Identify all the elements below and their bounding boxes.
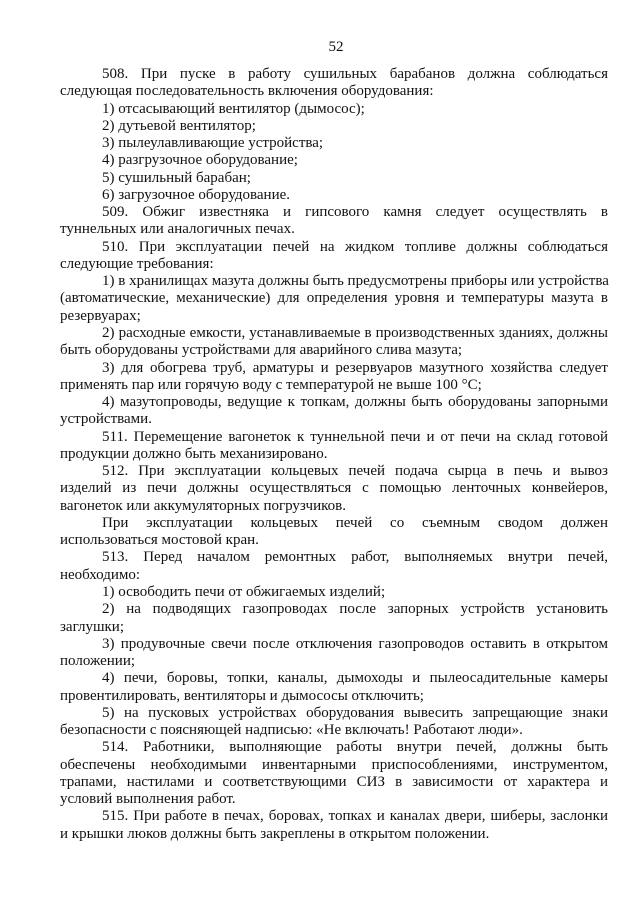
text-line: 3) для обогрева труб, арматуры и резервуаров мазутного хозяйства следует — [102, 359, 608, 376]
text-line: использоваться мостовой кран. — [60, 532, 259, 549]
text-line: вагонеток или аккумуляторных погрузчиков. — [60, 497, 346, 514]
text-line: 1) в хранилищах мазута должны быть предусмотрены приборы или устройства — [102, 273, 609, 290]
text-line: обеспечены необходимыми инвентарными приспособлениями, инструментом, — [60, 756, 608, 773]
text-line: туннельных или аналогичных печах. — [60, 221, 295, 238]
text-line: 6) загрузочное оборудование. — [102, 186, 291, 203]
text-line: 1) отсасывающий вентилятор (дымосос); — [102, 100, 365, 117]
page-number: 52 — [328, 39, 344, 55]
text-line: (автоматические, механические) для определения уровня и температуры мазута в — [60, 290, 608, 307]
text-line: 509. Обжиг известняка и гипсового камня следует осуществлять в — [102, 204, 608, 221]
text-line: 511. Перемещение вагонеток к туннельной печи и от печи на склад готовой — [102, 428, 608, 445]
text-line: 2) дутьевой вентилятор; — [102, 117, 256, 134]
text-line: следующая последовательность включения оборудования: — [60, 83, 434, 100]
text-line: 2) расходные емкости, устанавливаемые в производственных зданиях, должны — [102, 324, 608, 341]
text-line: 5) на пусковых устройствах оборудования вывесить запрещающие знаки — [102, 704, 608, 721]
text-line: устройствами. — [60, 411, 152, 428]
text-line: 515. При работе в печах, боровах, топках и каналах двери, шиберы, заслонки — [102, 808, 608, 825]
text-line: необходимо: — [60, 566, 141, 583]
text-line: условий выполнения работ. — [60, 791, 236, 808]
text-line: следующие требования: — [60, 255, 214, 272]
text-line: 513. Перед началом ремонтных работ, выполняемых внутри печей, — [102, 549, 608, 566]
text-line: продукции должно быть механизировано. — [60, 445, 328, 462]
text-line: 508. При пуске в работу сушильных барабанов должна соблюдаться — [102, 66, 608, 82]
text-line: 5) сушильный барабан; — [102, 169, 251, 186]
document-body — [60, 66, 608, 843]
text-line: 4) печи, боровы, топки, каналы, дымоходы и пылеосадительные камеры — [102, 670, 608, 687]
text-line: провентилировать, вентиляторы и дымососы отключить; — [60, 687, 424, 704]
text-line: 4) разгрузочное оборудование; — [102, 152, 298, 169]
text-line: 512. При эксплуатации кольцевых печей подача сырца в печь и вывоз — [102, 463, 608, 480]
text-line: 3) продувочные свечи после отключения газопроводов оставить в открытом — [102, 635, 608, 652]
text-line: 4) мазутопроводы, ведущие к топкам, должны быть оборудованы запорными — [102, 394, 608, 411]
text-line: 514. Работники, выполняющие работы внутри печей, должны быть — [102, 739, 608, 756]
text-line: и крышки люков должны быть закреплены в открытом положении. — [60, 825, 490, 842]
text-line: изделий из печи должны осуществляться с помощью ленточных конвейеров, — [60, 480, 608, 497]
text-line: 3) пылеулавливающие устройства; — [102, 135, 324, 152]
text-line: заглушки; — [60, 618, 124, 635]
text-line: быть оборудованы устройствами для аварийного слива мазута; — [60, 342, 463, 359]
text-line: 1) освободить печи от обжигаемых изделий; — [102, 583, 386, 600]
text-line: положении; — [60, 653, 136, 670]
text-line: трапами, настилами и соответствующими СИЗ в зависимости от характера и — [60, 773, 608, 790]
text-line: 2) на подводящих газопроводах после запорных устройств установить — [102, 601, 608, 618]
text-line: 510. При эксплуатации печей на жидком топливе должны соблюдаться — [102, 238, 608, 255]
text-line: безопасности с поясняющей надписью: «Не включать! Работают люди». — [60, 722, 523, 739]
text-line: применять пар или горячую воду с температурой не выше 100 °С; — [60, 376, 482, 393]
text-line: резервуарах; — [60, 307, 141, 324]
text-line: При эксплуатации кольцевых печей со съемным сводом должен — [102, 514, 608, 531]
